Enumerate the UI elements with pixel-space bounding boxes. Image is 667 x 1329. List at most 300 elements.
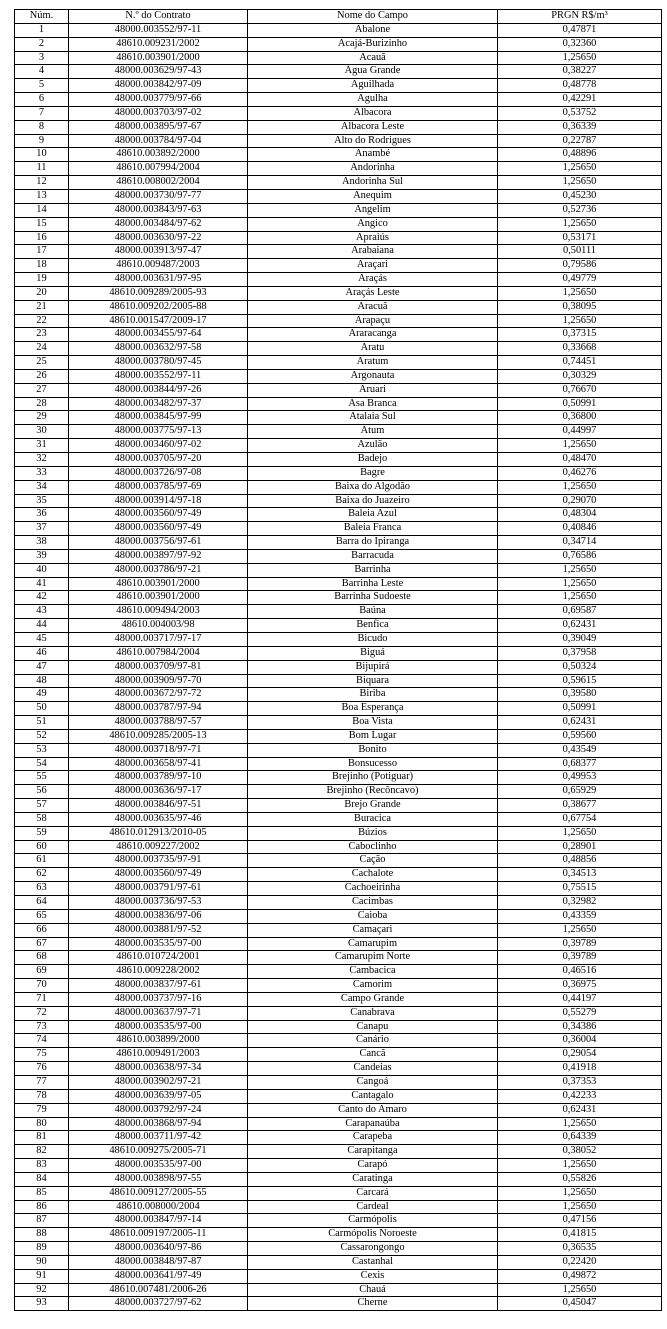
field-name: Aratu (248, 342, 498, 356)
field-name: Anambé (248, 148, 498, 162)
table-row (15, 785, 662, 799)
prgn-value: 1,25650 (498, 51, 662, 65)
contract-number: 48610.003901/2000 (69, 577, 248, 591)
table-row (15, 1020, 662, 1034)
contract-number: 48000.003560/97-49 (69, 508, 248, 522)
contract-number: 48610.003901/2000 (69, 51, 248, 65)
prgn-value: 0,46276 (498, 466, 662, 480)
field-name: Boa Vista (248, 716, 498, 730)
table-row (15, 522, 662, 536)
prgn-value: 0,46516 (498, 965, 662, 979)
prgn-value: 0,79586 (498, 259, 662, 273)
table-row (15, 1034, 662, 1048)
row-number: 54 (15, 757, 69, 771)
table-row (15, 549, 662, 563)
contract-number: 48000.003914/97-18 (69, 494, 248, 508)
table-row (15, 951, 662, 965)
row-number: 10 (15, 148, 69, 162)
table-row (15, 273, 662, 287)
field-name: Arabaiana (248, 245, 498, 259)
contract-number: 48610.008002/2004 (69, 176, 248, 190)
contract-number: 48000.003630/97-22 (69, 231, 248, 245)
prgn-value: 0,74451 (498, 356, 662, 370)
row-number: 25 (15, 356, 69, 370)
field-name: Barrinha Sudoeste (248, 591, 498, 605)
field-name: Brejinho (Recôncavo) (248, 785, 498, 799)
table-row (15, 937, 662, 951)
table-row (15, 1297, 662, 1311)
table-row (15, 536, 662, 550)
contract-number: 48000.003535/97-00 (69, 937, 248, 951)
table-row (15, 632, 662, 646)
table-row (15, 1228, 662, 1242)
prgn-value: 0,39580 (498, 688, 662, 702)
row-number: 20 (15, 286, 69, 300)
field-name: Barra do Ipiranga (248, 536, 498, 550)
prgn-value: 1,25650 (498, 1159, 662, 1173)
contract-number: 48610.008000/2004 (69, 1200, 248, 1214)
field-name: Andorinha Sul (248, 176, 498, 190)
table-row (15, 397, 662, 411)
table-row (15, 1089, 662, 1103)
prgn-value: 0,44997 (498, 425, 662, 439)
prgn-value: 0,45047 (498, 1297, 662, 1311)
row-number: 62 (15, 868, 69, 882)
prgn-value: 0,47871 (498, 23, 662, 37)
field-name: Argonauta (248, 369, 498, 383)
table-row (15, 231, 662, 245)
prgn-value: 0,49872 (498, 1269, 662, 1283)
contract-number: 48610.009231/2002 (69, 37, 248, 51)
row-number: 80 (15, 1117, 69, 1131)
field-name: Angico (248, 217, 498, 231)
table-row (15, 799, 662, 813)
row-number: 48 (15, 674, 69, 688)
contract-number: 48610.007984/2004 (69, 646, 248, 660)
table-row (15, 466, 662, 480)
row-number: 33 (15, 466, 69, 480)
row-number: 17 (15, 245, 69, 259)
row-number: 70 (15, 979, 69, 993)
field-name: Cancã (248, 1048, 498, 1062)
row-number: 77 (15, 1075, 69, 1089)
prgn-value: 0,37353 (498, 1075, 662, 1089)
table-row (15, 1075, 662, 1089)
table-row (15, 702, 662, 716)
contract-number: 48000.003727/97-62 (69, 1297, 248, 1311)
table-row (15, 882, 662, 896)
row-number: 60 (15, 840, 69, 854)
prgn-value: 0,45230 (498, 189, 662, 203)
row-number: 2 (15, 37, 69, 51)
prgn-value: 0,34386 (498, 1020, 662, 1034)
field-name: Bagre (248, 466, 498, 480)
field-name: Bonsucesso (248, 757, 498, 771)
prgn-value: 0,59615 (498, 674, 662, 688)
contract-number: 48000.003780/97-45 (69, 356, 248, 370)
table-row (15, 300, 662, 314)
row-number: 65 (15, 909, 69, 923)
table-row (15, 176, 662, 190)
field-name: Benfica (248, 619, 498, 633)
field-name: Chauá (248, 1283, 498, 1297)
prgn-value: 0,36800 (498, 411, 662, 425)
row-number: 75 (15, 1048, 69, 1062)
row-number: 49 (15, 688, 69, 702)
contract-number: 48610.009228/2002 (69, 965, 248, 979)
field-name: Cassarongongo (248, 1242, 498, 1256)
table-row (15, 1145, 662, 1159)
row-number: 28 (15, 397, 69, 411)
prgn-value: 0,36975 (498, 979, 662, 993)
prgn-value: 0,38095 (498, 300, 662, 314)
row-number: 74 (15, 1034, 69, 1048)
table-row (15, 743, 662, 757)
prgn-value: 0,55826 (498, 1172, 662, 1186)
prgn-value: 0,41815 (498, 1228, 662, 1242)
field-name: Carapó (248, 1159, 498, 1173)
field-name: Asa Branca (248, 397, 498, 411)
table-row (15, 854, 662, 868)
field-name: Candeias (248, 1062, 498, 1076)
contract-number: 48610.010724/2001 (69, 951, 248, 965)
prgn-value: 0,34513 (498, 868, 662, 882)
prgn-value: 0,38227 (498, 65, 662, 79)
row-number: 34 (15, 480, 69, 494)
table-row (15, 909, 662, 923)
row-number: 32 (15, 453, 69, 467)
row-number: 89 (15, 1242, 69, 1256)
table-row (15, 1103, 662, 1117)
contract-number: 48000.003792/97-24 (69, 1103, 248, 1117)
table-row (15, 923, 662, 937)
table-row (15, 356, 662, 370)
table-row (15, 591, 662, 605)
prgn-value: 1,25650 (498, 923, 662, 937)
field-name: Angelim (248, 203, 498, 217)
table-row (15, 1255, 662, 1269)
prgn-value: 1,25650 (498, 480, 662, 494)
prgn-value: 0,48304 (498, 508, 662, 522)
table-row (15, 674, 662, 688)
field-name: Canário (248, 1034, 498, 1048)
contract-number: 48000.003632/97-58 (69, 342, 248, 356)
contract-number: 48000.003913/97-47 (69, 245, 248, 259)
row-number: 57 (15, 799, 69, 813)
prgn-value: 1,25650 (498, 1200, 662, 1214)
field-name: Cangoá (248, 1075, 498, 1089)
table-row (15, 120, 662, 134)
field-name: Albacora (248, 106, 498, 120)
table-row (15, 328, 662, 342)
prgn-value: 0,36535 (498, 1242, 662, 1256)
contract-number: 48610.009127/2005-55 (69, 1186, 248, 1200)
prgn-value: 0,55279 (498, 1006, 662, 1020)
contract-number: 48000.003756/97-61 (69, 536, 248, 550)
field-name: Acajá-Burizinho (248, 37, 498, 51)
prgn-value: 0,53171 (498, 231, 662, 245)
table-row (15, 1131, 662, 1145)
row-number: 73 (15, 1020, 69, 1034)
prgn-value: 0,48778 (498, 79, 662, 93)
contract-number: 48000.003909/97-70 (69, 674, 248, 688)
field-name: Badejo (248, 453, 498, 467)
field-name: Carmópolis Noroeste (248, 1228, 498, 1242)
contract-number: 48610.003901/2000 (69, 591, 248, 605)
field-name: Aguilhada (248, 79, 498, 93)
field-name: Bicudo (248, 632, 498, 646)
row-number: 21 (15, 300, 69, 314)
contract-number: 48000.003881/97-52 (69, 923, 248, 937)
header-contract-number: N.º do Contrato (69, 10, 248, 24)
row-number: 53 (15, 743, 69, 757)
contract-number: 48000.003846/97-51 (69, 799, 248, 813)
table-row (15, 162, 662, 176)
row-number: 41 (15, 577, 69, 591)
prgn-value: 0,68377 (498, 757, 662, 771)
table-row (15, 1269, 662, 1283)
contract-number: 48000.003787/97-94 (69, 702, 248, 716)
contract-number: 48000.003775/97-13 (69, 425, 248, 439)
table-row (15, 1117, 662, 1131)
row-number: 29 (15, 411, 69, 425)
contract-number: 48000.003640/97-86 (69, 1242, 248, 1256)
table-row (15, 37, 662, 51)
field-name: Baleia Franca (248, 522, 498, 536)
contract-number: 48000.003631/97-95 (69, 273, 248, 287)
contract-number: 48000.003902/97-21 (69, 1075, 248, 1089)
prgn-value: 0,44197 (498, 992, 662, 1006)
prgn-value: 0,22420 (498, 1255, 662, 1269)
table-row (15, 1159, 662, 1173)
table-row (15, 965, 662, 979)
table-row (15, 203, 662, 217)
table-header-row (15, 10, 662, 24)
row-number: 35 (15, 494, 69, 508)
prgn-value: 0,36339 (498, 120, 662, 134)
table-row (15, 425, 662, 439)
field-name: Cantagalo (248, 1089, 498, 1103)
row-number: 31 (15, 439, 69, 453)
prgn-value: 0,40846 (498, 522, 662, 536)
field-name: Andorinha (248, 162, 498, 176)
contract-number: 48000.003560/97-49 (69, 522, 248, 536)
contract-number: 48000.003641/97-49 (69, 1269, 248, 1283)
prgn-value: 0,39789 (498, 951, 662, 965)
row-number: 3 (15, 51, 69, 65)
prgn-value: 0,64339 (498, 1131, 662, 1145)
table-row (15, 826, 662, 840)
contract-number: 48000.003636/97-17 (69, 785, 248, 799)
contract-number: 48000.003730/97-77 (69, 189, 248, 203)
field-name: Canabrava (248, 1006, 498, 1020)
row-number: 11 (15, 162, 69, 176)
prgn-value: 0,38677 (498, 799, 662, 813)
prgn-value: 0,69587 (498, 605, 662, 619)
header-prgn: PRGN R$/m³ (498, 10, 662, 24)
prgn-value: 0,48896 (498, 148, 662, 162)
contract-number: 48000.003455/97-64 (69, 328, 248, 342)
contract-number: 48610.007994/2004 (69, 162, 248, 176)
table-row (15, 51, 662, 65)
contract-number: 48610.003899/2000 (69, 1034, 248, 1048)
table-row (15, 106, 662, 120)
field-name: Caratinga (248, 1172, 498, 1186)
contract-number: 48000.003737/97-16 (69, 992, 248, 1006)
contract-number: 48000.003629/97-43 (69, 65, 248, 79)
row-number: 92 (15, 1283, 69, 1297)
field-name: Bom Lugar (248, 729, 498, 743)
table-body (15, 23, 662, 1310)
field-name: Baúna (248, 605, 498, 619)
contract-number: 48000.003847/97-14 (69, 1214, 248, 1228)
row-number: 76 (15, 1062, 69, 1076)
table-row (15, 812, 662, 826)
field-name: Aratum (248, 356, 498, 370)
field-name: Alto do Rodrigues (248, 134, 498, 148)
prgn-value: 1,25650 (498, 591, 662, 605)
table-row (15, 660, 662, 674)
prgn-value: 0,59560 (498, 729, 662, 743)
row-number: 12 (15, 176, 69, 190)
field-name: Biriba (248, 688, 498, 702)
contract-number: 48000.003535/97-00 (69, 1159, 248, 1173)
prgn-value: 0,34714 (498, 536, 662, 550)
prgn-value: 0,50991 (498, 397, 662, 411)
contract-number: 48610.009227/2002 (69, 840, 248, 854)
table-row (15, 979, 662, 993)
row-number: 1 (15, 23, 69, 37)
row-number: 14 (15, 203, 69, 217)
table-row (15, 896, 662, 910)
contract-number: 48000.003895/97-67 (69, 120, 248, 134)
field-name: Agulha (248, 93, 498, 107)
field-name: Búzios (248, 826, 498, 840)
table-row (15, 716, 662, 730)
contract-number: 48000.003785/97-69 (69, 480, 248, 494)
contract-number: 48000.003718/97-71 (69, 743, 248, 757)
row-number: 93 (15, 1297, 69, 1311)
field-name: Biguá (248, 646, 498, 660)
table-row (15, 757, 662, 771)
table-row (15, 868, 662, 882)
table-row (15, 840, 662, 854)
prgn-value: 1,25650 (498, 286, 662, 300)
prgn-value: 0,43549 (498, 743, 662, 757)
row-number: 27 (15, 383, 69, 397)
field-name: Baixa do Juazeiro (248, 494, 498, 508)
prgn-value: 1,25650 (498, 1186, 662, 1200)
table-row (15, 480, 662, 494)
field-name: Baixa do Algodão (248, 480, 498, 494)
field-name: Araracanga (248, 328, 498, 342)
field-name: Camarupim (248, 937, 498, 951)
row-number: 45 (15, 632, 69, 646)
row-number: 56 (15, 785, 69, 799)
contract-number: 48610.009491/2003 (69, 1048, 248, 1062)
prgn-value: 0,53752 (498, 106, 662, 120)
table-row (15, 688, 662, 702)
table-row (15, 646, 662, 660)
field-name: Cachoeirinha (248, 882, 498, 896)
prgn-value: 0,28901 (498, 840, 662, 854)
prgn-value: 0,62431 (498, 1103, 662, 1117)
prgn-value: 0,32360 (498, 37, 662, 51)
row-number: 85 (15, 1186, 69, 1200)
row-number: 84 (15, 1172, 69, 1186)
prgn-value: 1,25650 (498, 1117, 662, 1131)
field-name: Brejo Grande (248, 799, 498, 813)
contract-number: 48000.003736/97-53 (69, 896, 248, 910)
contract-number: 48610.009197/2005-11 (69, 1228, 248, 1242)
contract-number: 48000.003842/97-09 (69, 79, 248, 93)
field-name: Carapanaúba (248, 1117, 498, 1131)
field-name: Caboclinho (248, 840, 498, 854)
row-number: 78 (15, 1089, 69, 1103)
prgn-value: 0,39049 (498, 632, 662, 646)
table-row (15, 1006, 662, 1020)
prgn-value: 0,38052 (498, 1145, 662, 1159)
header-field-name: Nome do Campo (248, 10, 498, 24)
row-number: 79 (15, 1103, 69, 1117)
table-row (15, 314, 662, 328)
contract-number: 48000.003658/97-41 (69, 757, 248, 771)
table-row (15, 439, 662, 453)
field-name: Carmópolis (248, 1214, 498, 1228)
row-number: 22 (15, 314, 69, 328)
field-name: Barrinha Leste (248, 577, 498, 591)
prgn-value: 0,36004 (498, 1034, 662, 1048)
row-number: 81 (15, 1131, 69, 1145)
table-row (15, 79, 662, 93)
contract-number: 48610.003892/2000 (69, 148, 248, 162)
field-name: Arapaçu (248, 314, 498, 328)
contract-number: 48000.003484/97-62 (69, 217, 248, 231)
contract-number: 48000.003552/97-11 (69, 23, 248, 37)
row-number: 42 (15, 591, 69, 605)
field-name: Atum (248, 425, 498, 439)
field-name: Aruari (248, 383, 498, 397)
prgn-value: 0,32982 (498, 896, 662, 910)
row-number: 44 (15, 619, 69, 633)
row-number: 37 (15, 522, 69, 536)
prgn-value: 0,65929 (498, 785, 662, 799)
prgn-value: 0,50991 (498, 702, 662, 716)
row-number: 23 (15, 328, 69, 342)
table-row (15, 1214, 662, 1228)
field-name: Bijupirá (248, 660, 498, 674)
prgn-value: 0,29054 (498, 1048, 662, 1062)
table-row (15, 508, 662, 522)
row-number: 52 (15, 729, 69, 743)
prgn-value: 0,30329 (498, 369, 662, 383)
prgn-value: 0,41918 (498, 1062, 662, 1076)
contract-number: 48610.009487/2003 (69, 259, 248, 273)
contract-number: 48000.003788/97-57 (69, 716, 248, 730)
prgn-value: 1,25650 (498, 1283, 662, 1297)
table-row (15, 453, 662, 467)
prgn-value: 0,42233 (498, 1089, 662, 1103)
contract-number: 48000.003560/97-49 (69, 868, 248, 882)
row-number: 91 (15, 1269, 69, 1283)
contract-number: 48000.003672/97-72 (69, 688, 248, 702)
contract-number: 48000.003837/97-61 (69, 979, 248, 993)
row-number: 63 (15, 882, 69, 896)
prgn-value: 0,52736 (498, 203, 662, 217)
row-number: 6 (15, 93, 69, 107)
row-number: 83 (15, 1159, 69, 1173)
field-name: Acauã (248, 51, 498, 65)
